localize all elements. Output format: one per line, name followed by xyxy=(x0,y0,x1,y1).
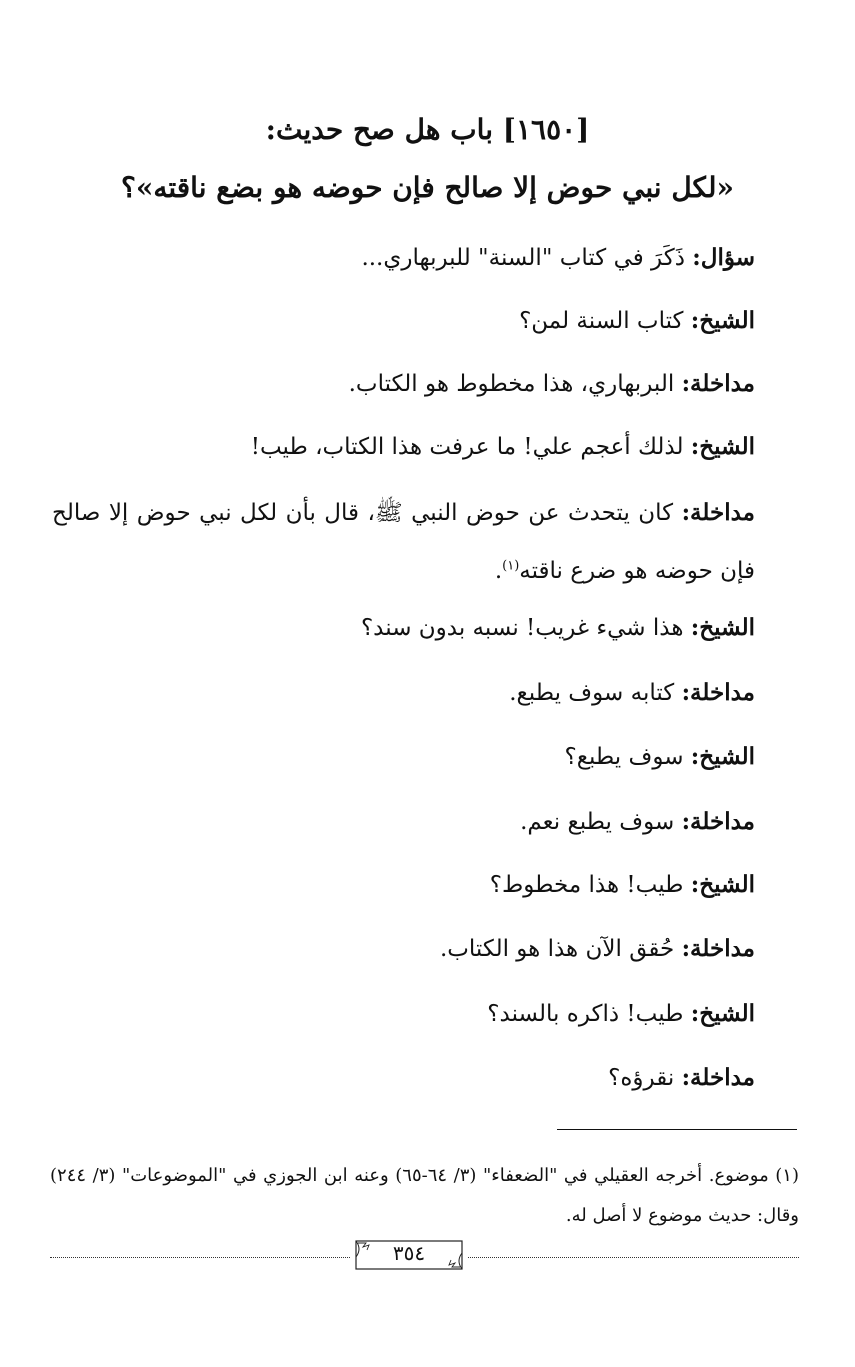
dialogue-line xyxy=(50,368,755,400)
footnote-separator xyxy=(557,1129,797,1130)
dialogue-line xyxy=(50,998,755,1030)
chapter-heading: [١٦٥٠] باب هل صح حديث: xyxy=(265,113,590,146)
dialogue-text: كتابه سوف يطبع. xyxy=(509,680,682,706)
dialogue-text: نقرؤه؟ xyxy=(608,1065,682,1091)
dialogue-line xyxy=(50,305,755,337)
dialogue-text-end: . xyxy=(494,558,503,584)
dialogue-text: كان يتحدث عن حوض النبي ﷺ، قال بأن لكل نبي حوض إلا صالح فإن حوضه هو ضرع ناقته xyxy=(52,500,755,584)
dialogue-line xyxy=(50,612,755,644)
speaker-label: مداخلة: xyxy=(681,935,755,962)
footnote-reference[interactable]: (١) xyxy=(502,558,520,574)
speaker-label: مداخلة: xyxy=(681,1064,755,1091)
dialogue-text: البربهاري، هذا مخطوط هو الكتاب. xyxy=(348,371,682,397)
dialogue-text: سوف يطبع؟ xyxy=(564,744,691,770)
dialogue-text: لذلك أعجم علي! ما عرفت هذا الكتاب، طيب! xyxy=(250,434,691,460)
speaker-label: الشيخ: xyxy=(690,743,755,770)
dialogue-text: حُقق الآن هذا هو الكتاب. xyxy=(439,936,682,962)
footer-rule-left xyxy=(50,1257,350,1258)
dialogue-text: سوف يطبع نعم. xyxy=(520,809,682,835)
dialogue-text: كتاب السنة لمن؟ xyxy=(519,308,691,334)
speaker-label: الشيخ: xyxy=(690,1000,755,1027)
dialogue-line xyxy=(50,806,755,838)
speaker-label: مداخلة: xyxy=(681,808,755,835)
footer-rule-right xyxy=(468,1257,799,1258)
dialogue-line xyxy=(50,741,755,773)
dialogue-line xyxy=(50,869,755,901)
speaker-label: الشيخ: xyxy=(690,433,755,460)
dialogue-text: هذا شيء غريب! نسبه بدون سند؟ xyxy=(360,615,691,641)
dialogue-paragraph xyxy=(52,484,755,600)
chapter-hadith-title: «لكل نبي حوض إلا صالح فإن حوضه هو بضع ناقته»؟ xyxy=(120,171,735,204)
dialogue-text: طيب! ذاكره بالسند؟ xyxy=(487,1001,691,1027)
speaker-label: مداخلة: xyxy=(681,370,755,397)
speaker-label: سؤال: xyxy=(692,244,755,271)
dialogue-text: طيب! هذا مخطوط؟ xyxy=(489,872,691,898)
dialogue-line xyxy=(50,677,755,709)
speaker-label: مداخلة: xyxy=(681,499,755,526)
footnote: (١) موضوع. أخرجه العقيلي في "الضعفاء" (٣/ ٦٤-٦٥) وعنه ابن الجوزي في "الموضوعات" (٣/ ٢٤٤) وقال: حديث موضوع لا أصل له. xyxy=(50,1165,799,1226)
speaker-label: الشيخ: xyxy=(690,614,755,641)
dialogue-line xyxy=(50,242,755,274)
speaker-label: الشيخ: xyxy=(690,871,755,898)
speaker-label: الشيخ: xyxy=(690,307,755,334)
dialogue-line xyxy=(50,933,755,965)
dialogue-line xyxy=(50,431,755,463)
dialogue-line xyxy=(50,1062,755,1094)
speaker-label: مداخلة: xyxy=(681,679,755,706)
page-number-frame xyxy=(352,1238,466,1272)
page-number: ٣٥٤ xyxy=(392,1241,426,1265)
dialogue-text: ذَكَرَ في كتاب "السنة" للبربهاري... xyxy=(361,245,693,271)
